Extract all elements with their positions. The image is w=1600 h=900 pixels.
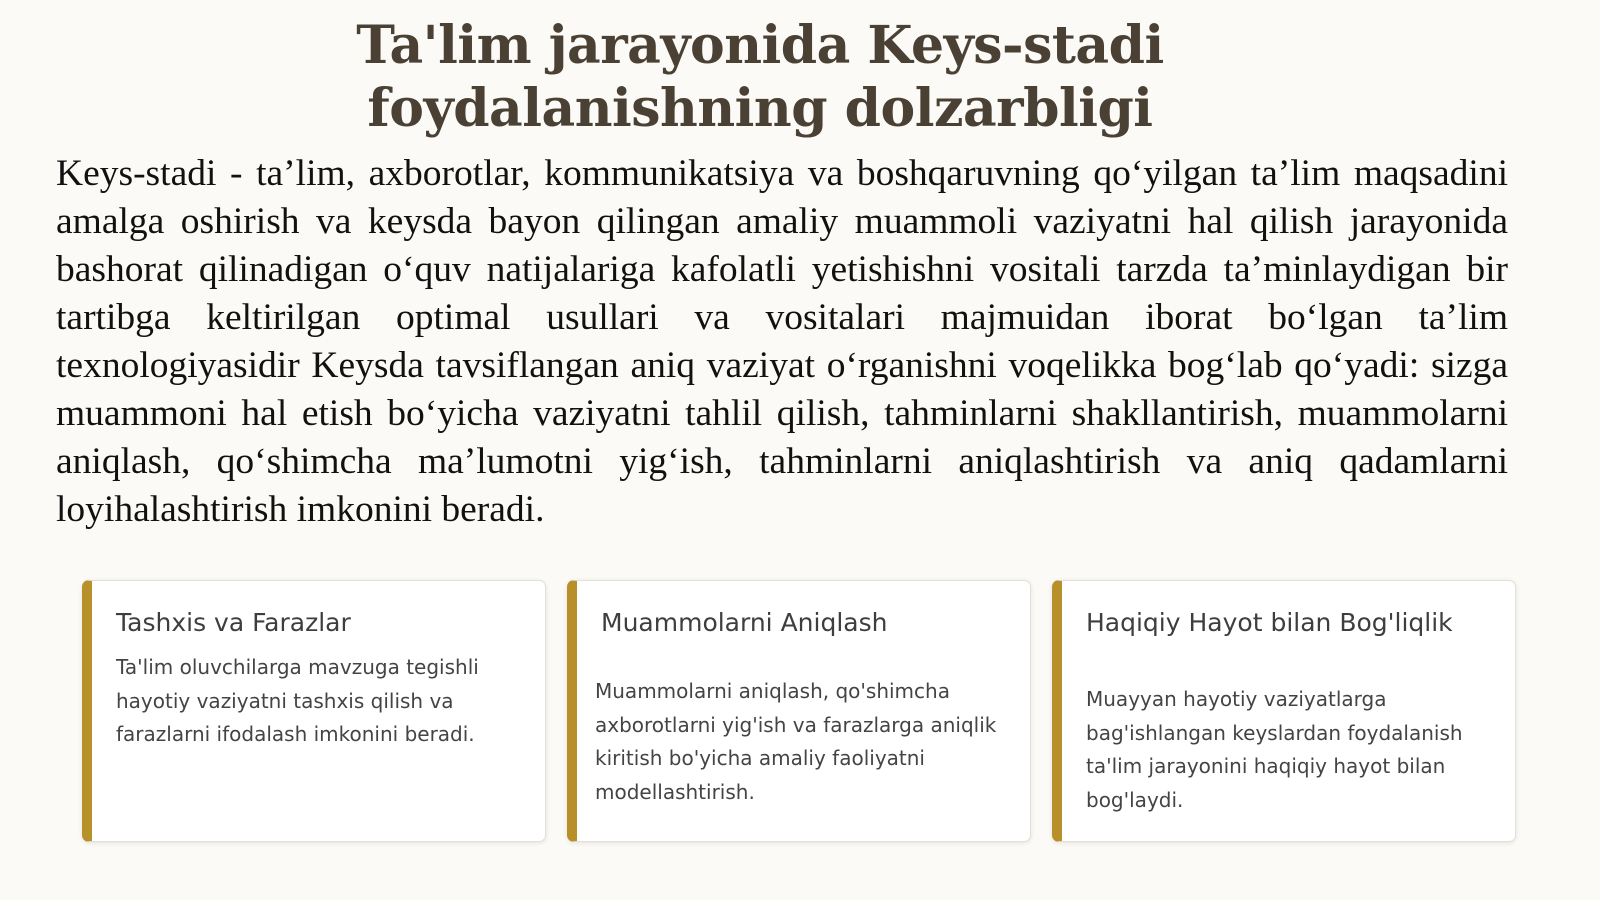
slide-title: Ta'lim jarayonida Keys-stadi foydalanishning dolzarbligi <box>356 15 1164 139</box>
card-description: Ta'lim oluvchilarga mavzuga tegishli hayotiy vaziyatni tashxis qilish va farazlarni ifodalash imkonini beradi. <box>116 655 479 746</box>
card-description: Muammolarni aniqlash, qo'shimcha axborotlarni yig'ish va farazlarga aniqlik kiritish bo'yicha amaliy faoliyatni modellashtirish. <box>595 679 997 804</box>
card-title: Haqiqiy Hayot bilan Bog'liqlik <box>1086 608 1453 637</box>
card-problem-identification <box>567 580 1031 842</box>
card-description: Muayyan hayotiy vaziyatlarga bag'ishlangan keyslardan foydalanish ta'lim jarayonini haqiqiy hayot bilan bog'laydi. <box>1086 687 1463 812</box>
slide-body-text: Keys-stadi - ta’lim, axborotlar, kommunikatsiya va boshqaruvning qo‘yilgan ta’lim maqsadini amalga oshirish va keysda bayon qilingan amaliy muammoli vaziyatni hal qilish jarayonida bashorat qilinadigan o‘quv natijalariga kafolatli yetishishni vositali tarzda ta’minlaydigan bir tartibga keltirilgan optimal usullari va vositalari majmuidan iborat bo‘lgan ta’lim texnologiyasidir Keysda tavsiflangan aniq vaziyat o‘rganishni voqelikka bog‘lab qo‘yadi: sizga muammoni hal etish bo‘yicha vaziyatni tahlil qilish, tahminlarni shakllantirish, muammolarni aniqlash, qo‘shimcha ma’lumotni yig‘ish, tahminlarni aniqlashtirish va aniq qadamlarni loyihalashtirish imkonini beradi. <box>56 153 1508 530</box>
card-title: Tashxis va Farazlar <box>116 608 351 637</box>
card-real-life-connection <box>1052 580 1516 842</box>
card-title: Muammolarni Aniqlash <box>601 608 888 637</box>
card-diagnosis <box>82 580 546 842</box>
